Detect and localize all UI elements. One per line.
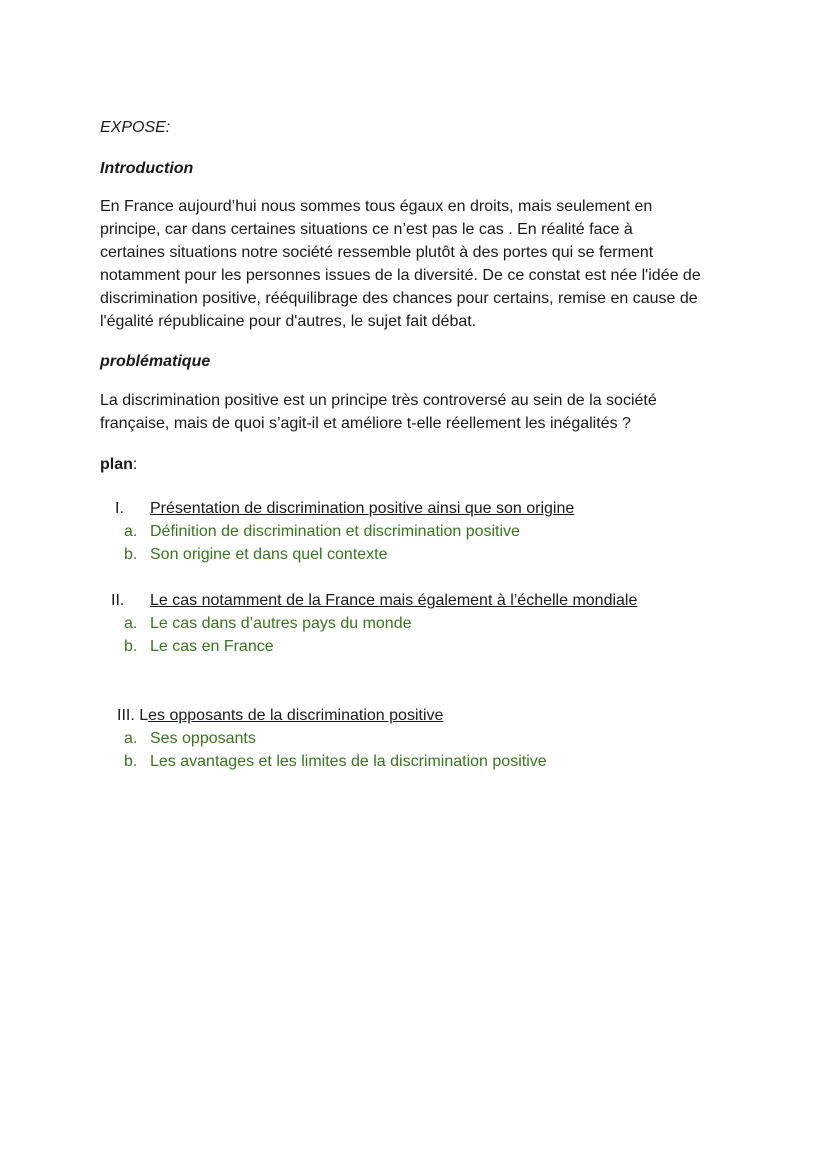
- plan-section-2-numeral: II.: [111, 592, 125, 609]
- plan-section-1-item-b: Son origine et dans quel contexte: [150, 546, 388, 563]
- paragraph-line: certaines situations notre société ressemble plutôt à des portes qui se ferment: [100, 244, 654, 261]
- paragraph-line: l'égalité républicaine pour d'autres, le sujet fait débat.: [100, 313, 477, 330]
- plan-label: [100, 453, 137, 476]
- plan-section-2-item-a-letter: a.: [124, 615, 138, 632]
- problematique-paragraph: [100, 389, 740, 435]
- plan-section-3-numeral: III. L: [117, 707, 149, 724]
- plan-section-1-title: Présentation de discrimination positive ainsi que son origine: [150, 500, 575, 517]
- paragraph-line: La discrimination positive est un principe très controversé au sein de la société: [100, 392, 657, 409]
- paragraph-line: discrimination positive, rééquilibrage des chances pour certains, remise en cause de: [100, 290, 698, 307]
- plan-section-3-title-line: [117, 704, 443, 727]
- plan-section-3-item-a: Ses opposants: [150, 730, 256, 747]
- plan-colon: :: [132, 456, 138, 473]
- plan-section-1-item-a: Définition de discrimination et discrimination positive: [150, 523, 520, 540]
- introduction-paragraph: [100, 195, 740, 333]
- plan-section-2-item-b-letter: b.: [124, 638, 138, 655]
- plan-section-2-item-b: Le cas en France: [150, 638, 274, 655]
- plan-section-3-item-a-letter: a.: [124, 730, 138, 747]
- plan-label-text: plan: [100, 456, 133, 473]
- paragraph-line: principe, car dans certaines situations ce n’est pas le cas . En réalité face à: [100, 221, 633, 238]
- problematique-heading: problématique: [100, 353, 211, 370]
- plan-section-2-item-a: Le cas dans d’autres pays du monde: [150, 615, 412, 632]
- plan-section-1-item-b-letter: b.: [124, 546, 138, 563]
- plan-section-3-title: es opposants de la discrimination positive: [148, 707, 444, 724]
- introduction-heading: Introduction: [100, 160, 194, 177]
- paragraph-line: En France aujourd’hui nous sommes tous égaux en droits, mais seulement en: [100, 198, 653, 215]
- document-title: EXPOSE:: [100, 119, 171, 136]
- plan-section-3-item-b-letter: b.: [124, 753, 138, 770]
- paragraph-line: notamment pour les personnes issues de la diversité. De ce constat est née l'idée de: [100, 267, 701, 284]
- plan-section-3-item-b: Les avantages et les limites de la discrimination positive: [150, 753, 547, 770]
- plan-section-1-item-a-letter: a.: [124, 523, 138, 540]
- plan-section-2-title: Le cas notamment de la France mais également à l’échelle mondiale: [150, 592, 638, 609]
- paragraph-line: française, mais de quoi s’agit-il et améliore t-elle réellement les inégalités ?: [100, 415, 631, 432]
- plan-section-1-numeral: I.: [115, 500, 124, 517]
